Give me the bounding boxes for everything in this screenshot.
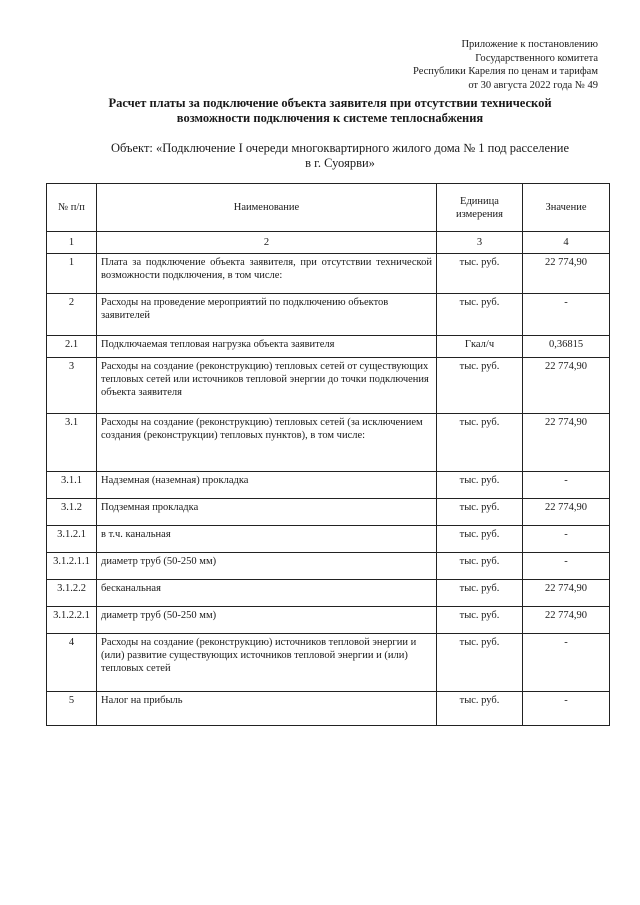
row-number: 3 (47, 358, 97, 414)
header-value: Значение (523, 184, 610, 232)
object-description (70, 141, 610, 171)
row-unit: тыс. руб. (437, 526, 523, 553)
appendix-line: Государственного комитета (475, 52, 598, 64)
table-row (47, 553, 610, 580)
row-value: 22 774,90 (523, 607, 610, 634)
row-value: 22 774,90 (523, 499, 610, 526)
column-number: 2 (97, 232, 437, 254)
row-name: Подземная прокладка (97, 499, 437, 526)
row-name: в т.ч. канальная (97, 526, 437, 553)
row-name: Расходы на создание (реконструкцию) источников тепловой энергии и (или) развитие существующих источников тепловой энергии и (или) тепловых сетей (97, 634, 437, 692)
row-unit: тыс. руб. (437, 254, 523, 294)
table-row (47, 414, 610, 472)
row-unit: тыс. руб. (437, 607, 523, 634)
column-number: 1 (47, 232, 97, 254)
row-number: 1 (47, 254, 97, 294)
row-unit: тыс. руб. (437, 472, 523, 499)
column-number: 4 (523, 232, 610, 254)
title-line: возможности подключения к системе теплоснабжения (176, 111, 484, 125)
row-unit: тыс. руб. (437, 358, 523, 414)
row-value: 22 774,90 (523, 254, 610, 294)
table-row (47, 526, 610, 553)
row-name: Расходы на создание (реконструкцию) тепловых сетей (за исключением создания (реконструкции) тепловых пунктов), в том числе: (97, 414, 437, 472)
table-row (47, 580, 610, 607)
column-number: 3 (437, 232, 523, 254)
object-line: в г. Суоярви» (305, 156, 375, 170)
row-value: - (523, 634, 610, 692)
row-unit: тыс. руб. (437, 294, 523, 336)
row-number: 3.1.2.2 (47, 580, 97, 607)
table-row (47, 254, 610, 294)
row-value: 22 774,90 (523, 580, 610, 607)
row-name: бесканальная (97, 580, 437, 607)
row-unit: тыс. руб. (437, 414, 523, 472)
header-number: № п/п (47, 184, 97, 232)
row-unit: тыс. руб. (437, 580, 523, 607)
row-value: - (523, 553, 610, 580)
row-number: 2.1 (47, 336, 97, 358)
row-number: 3.1.1 (47, 472, 97, 499)
appendix-line: Приложение к постановлению (461, 39, 598, 50)
table-row (47, 634, 610, 692)
row-name: Расходы на создание (реконструкцию) тепловых сетей от существующих тепловых сетей или источников тепловой энергии до точки подключения объекта заявителя (97, 358, 437, 414)
row-unit: тыс. руб. (437, 499, 523, 526)
row-value: - (523, 692, 610, 726)
table-row (47, 692, 610, 726)
header-unit: Единица измерения (437, 184, 523, 232)
row-unit: тыс. руб. (437, 692, 523, 726)
row-unit: тыс. руб. (437, 553, 523, 580)
row-name: Расходы на проведение мероприятий по подключению объектов заявителей (97, 294, 437, 336)
row-value: 22 774,90 (523, 414, 610, 472)
row-value: - (523, 294, 610, 336)
table-header-row (47, 184, 610, 232)
table-row (47, 472, 610, 499)
header-name: Наименование (97, 184, 437, 232)
row-name: диаметр труб (50-250 мм) (97, 607, 437, 634)
row-value: 0,36815 (523, 336, 610, 358)
table-row (47, 607, 610, 634)
row-number: 5 (47, 692, 97, 726)
row-name: Налог на прибыль (97, 692, 437, 726)
row-name: Надземная (наземная) прокладка (97, 472, 437, 499)
document-title (60, 96, 600, 126)
table-row (47, 358, 610, 414)
row-number: 3.1.2.2.1 (47, 607, 97, 634)
row-number: 3.1.2.1 (47, 526, 97, 553)
table-row (47, 499, 610, 526)
row-number: 3.1.2.1.1 (47, 553, 97, 580)
row-name: Подключаемая тепловая нагрузка объекта заявителя (97, 336, 437, 358)
object-line: Объект: «Подключение I очереди многоквартирного жилого дома № 1 под расселение (110, 141, 570, 155)
row-name: Плата за подключение объекта заявителя, при отсутствии технической возможности подключения, в том числе: (97, 254, 437, 294)
appendix-note (413, 38, 598, 92)
row-number: 2 (47, 294, 97, 336)
row-number: 3.1 (47, 414, 97, 472)
column-number-row (47, 232, 610, 254)
title-line: Расчет платы за подключение объекта заявителя при отсутствии технической (108, 96, 552, 110)
row-value: 22 774,90 (523, 358, 610, 414)
calculation-table (46, 183, 610, 726)
row-number: 3.1.2 (47, 499, 97, 526)
table-row (47, 294, 610, 336)
table-row (47, 336, 610, 358)
row-value: - (523, 472, 610, 499)
appendix-line: от 30 августа 2022 года № 49 (468, 79, 598, 91)
appendix-line: Республики Карелия по ценам и тарифам (413, 66, 598, 77)
row-number: 4 (47, 634, 97, 692)
row-unit: Гкал/ч (437, 336, 523, 358)
row-unit: тыс. руб. (437, 634, 523, 692)
row-name: диаметр труб (50-250 мм) (97, 553, 437, 580)
row-value: - (523, 526, 610, 553)
